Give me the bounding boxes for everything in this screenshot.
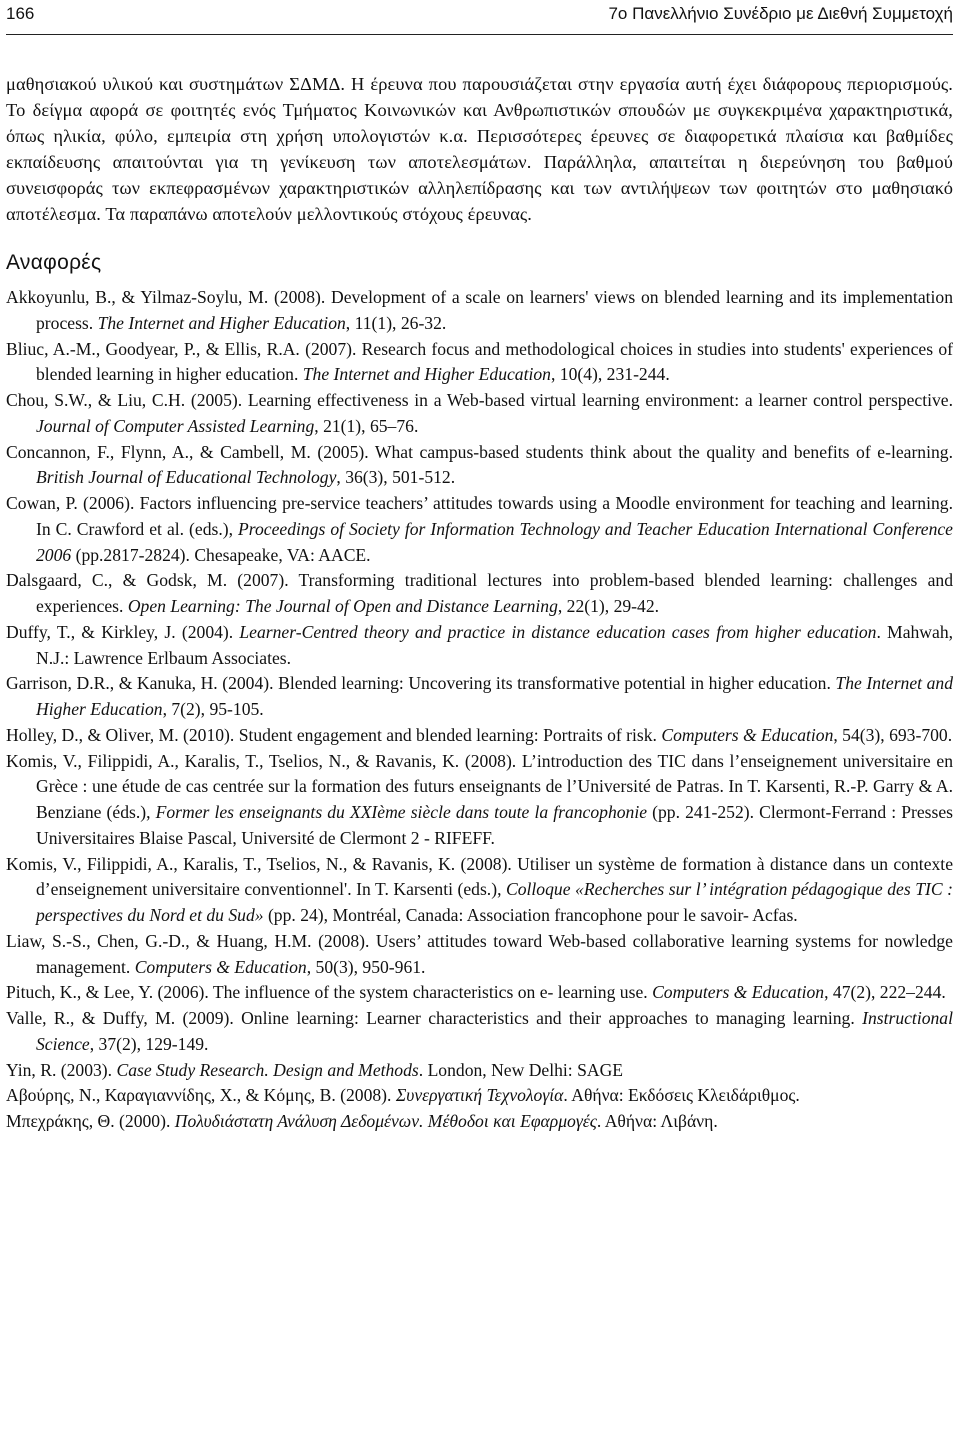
document-page — [6, 0, 953, 1135]
reference-item: Garrison, D.R., & Kanuka, H. (2004). Blended learning: Uncovering its transformative potential in higher education. The Internet and Higher Education, 7(2), 95-105. — [6, 673, 953, 719]
reference-item: Komis, V., Filippidi, A., Karalis, T., Tselios, N., & Ravanis, K. (2008). L’introduction des TIC dans l’enseignement universitaire en Grèce : une étude de cas centrée sur la formation des futurs enseignants de l’Université de Patras. In T. Karsenti, R.-P. Garry & A. Benziane (éds.), Former les enseignants du XXIème siècle dans toute la francophonie (pp. 241-252). Clermont-Ferrand : Presses Universitaires Blaise Pascal, Université de Clermont 2 - RIFEFF. — [6, 750, 953, 848]
reference-item: Dalsgaard, C., & Godsk, M. (2007). Transforming traditional lectures into problem-based blended learning: challenges and experiences. Open Learning: The Journal of Open and Distance Learning, 22(1), 29-42. — [6, 570, 953, 616]
reference-item: Pituch, K., & Lee, Y. (2006). The influence of the system characteristics on e- learning use. Computers & Education, 47(2), 222–244. — [6, 982, 946, 1003]
running-header — [6, 0, 953, 35]
reference-item: Bliuc, A.-M., Goodyear, P., & Ellis, R.A. (2007). Research focus and methodological choices in studies into students' experiences of blended learning in higher education. The Internet and Higher Education, 10(4), 231-244. — [6, 338, 953, 385]
reference-item: Valle, R., & Duffy, M. (2009). Online learning: Learner characteristics and their approaches to managing learning. Instructional Science, 37(2), 129-149. — [6, 1008, 953, 1054]
body-paragraph: μαθησιακού υλικού και συστημάτων ΣΔΜΔ. Η έρευνα που παρουσιάζεται στην εργασία αυτή έχει διάφορους περιορισμούς. Το δείγμα αφορά σε φοιτητές ενός Τμήματος Κοινωνικών και Ανθρωπιστικών σπουδών με συγκεκριμένα χαρακτηριστικά, όπως ηλικία, φύλο, εμπειρία στη χρήση υπολογιστών κ.α. Περισσότερες έρευνες σε διαφορετικά πλαίσια και βαθμίδες εκπαίδευσης απαιτούνται για τη γενίκευση των αποτελεσμάτων. Παράλληλα, απαιτείται η διερεύνηση του βαθμού συνεισφοράς των εκπεφρασμένων χαρακτηριστικών αλληλεπίδρασης και των αντιλήψεων των φοιτητών στο μαθησιακό αποτέλεσμα. Τα παραπάνω αποτελούν μελλοντικούς στόχους έρευνας. — [6, 74, 953, 224]
reference-item: Duffy, T., & Kirkley, J. (2004). Learner-Centred theory and practice in distance education cases from higher education. Mahwah, N.J.: Lawrence Erlbaum Associates. — [6, 621, 954, 668]
reference-item: Liaw, S.-S., Chen, G.-D., & Huang, H.M. (2008). Users’ attitudes toward Web-based collaborative learning systems for nowledge management. Computers & Education, 50(3), 950-961. — [6, 930, 953, 977]
reference-item: Chou, S.W., & Liu, C.H. (2005). Learning effectiveness in a Web-based virtual learning environment: a learner control perspective. Journal of Computer Assisted Learning, 21(1), 65–76. — [6, 390, 953, 436]
reference-item: Komis, V., Filippidi, A., Karalis, T., Tselios, N., & Ravanis, K. (2008). Utiliser un système de formation à distance dans un contexte d’enseignement universitaire conventionnel'. In T. Karsenti (eds.), Colloque «Recherches sur l’ intégration pédagogique des TIC : perspectives du Nord et du Sud» (pp. 24), Montréal, Canada: Association francophone pour le savoir- Acfas. — [6, 853, 953, 925]
reference-item: Akkoyunlu, B., & Yilmaz-Soylu, M. (2008). Development of a scale on learners' views on blended learning and its implementation process. The Internet and Higher Education, 11(1), 26-32. — [6, 287, 953, 333]
reference-item: Concannon, F., Flynn, A., & Cambell, M. (2005). What campus-based students think about the quality and benefits of e-learning. British Journal of Educational Technology, 36(3), 501-512. — [6, 441, 953, 488]
page-number: 166 — [6, 4, 35, 23]
reference-item: Μπεχράκης, Θ. (2000). Πολυδιάστατη Ανάλυση Δεδομένων. Μέθοδοι και Εφαρμογές. Αθήνα: Λιβάνη. — [6, 1111, 718, 1131]
references-heading: Αναφορές — [6, 251, 102, 274]
reference-item: Αβούρης, Ν., Καραγιαννίδης, Χ., & Κόμης, Β. (2008). Συνεργατική Τεχνολογία. Αθήνα: Εκδόσεις Κλειδάριθμος. — [6, 1085, 800, 1106]
reference-item: Yin, R. (2003). Case Study Research. Design and Methods. London, New Delhi: SAGE — [6, 1059, 624, 1080]
reference-item: Cowan, P. (2006). Factors influencing pre-service teachers’ attitudes towards using a Moodle environment for teaching and learning. In C. Crawford et al. (eds.), Proceedings of Society for Information Technology and Teacher Education International Conference 2006 (pp.2817-2824). Chesapeake, VA: AACE. — [6, 493, 953, 565]
conference-title: 7ο Πανελλήνιο Συνέδριο με Διεθνή Συμμετοχή — [608, 4, 953, 23]
reference-list — [6, 285, 953, 1135]
reference-item: Holley, D., & Oliver, M. (2010). Student engagement and blended learning: Portraits of risk. Computers & Education, 54(3), 693-700. — [6, 724, 953, 745]
